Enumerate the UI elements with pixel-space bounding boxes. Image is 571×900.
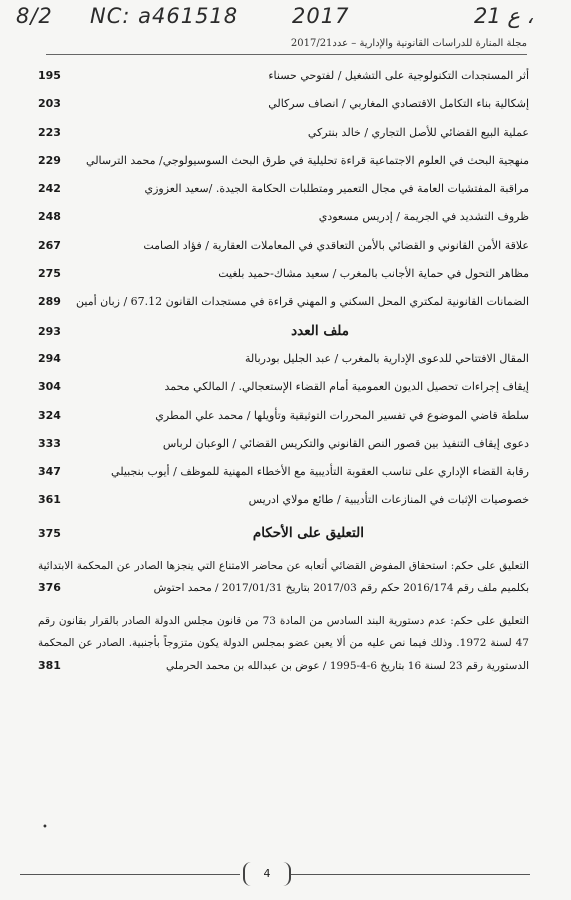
section-page: 375 <box>38 526 61 540</box>
toc-page: 203 <box>38 97 61 111</box>
toc-title: المقال الافتتاحي للدعوى الإدارية بالمغرب / عبد الجليل بودربالة <box>244 351 529 365</box>
toc-title: خصوصيات الإثبات في المنازعات التأديبية / طائع مولاي ادريس <box>248 493 529 507</box>
section-heading <box>38 317 529 345</box>
toc-row <box>38 486 529 514</box>
paragraph-text: التعليق على حكم: عدم دستورية البند السادس من المادة 73 من قانون مجلس الدولة الصادر بالقرار بقانون رقم 47 لسنة 1972. وذلك فيما نص عليه من ألا يعين عضو بمجلس الدولة يكون متزوجاً بأجنبية. الصادر عن المحكمة الدستورية رقم 23 لسنة 16 بتاريخ 6-4-1995 / عوض بن عبدالله بن محمد الحرملي <box>38 614 529 672</box>
toc-page: 242 <box>38 182 61 196</box>
section-heading <box>38 515 529 551</box>
toc-page: 324 <box>38 408 61 422</box>
toc-title: إشكالية بناء التكامل الاقتصادي المغاربي / انصاف سركالي <box>268 97 529 111</box>
toc-page: 195 <box>38 69 61 82</box>
toc-row <box>38 119 529 147</box>
toc-title: ظروف التشديد في الجريمة / إدريس مسعودي <box>318 210 529 224</box>
toc-page: 333 <box>38 436 61 450</box>
handwritten-note-right: 21 ع ، <box>474 4 534 28</box>
toc-page: 223 <box>38 125 61 139</box>
commentary-paragraph <box>38 555 529 600</box>
handwritten-year: 2017 <box>292 4 350 28</box>
toc-row <box>38 373 529 401</box>
toc-row <box>38 90 529 118</box>
toc-page: 289 <box>38 295 61 309</box>
stray-mark: • <box>42 822 48 833</box>
toc-page: 347 <box>38 465 61 479</box>
table-of-contents <box>38 62 529 677</box>
section-title: التعليق على الأحكام <box>252 524 364 541</box>
toc-page: 267 <box>38 238 61 252</box>
handwritten-note-left: 8/2 <box>16 4 53 28</box>
toc-page: 294 <box>38 351 61 365</box>
toc-title: دعوى إيقاف التنفيذ بين قصور النص القانوني والتكريس القضائي / الوعبان لرباس <box>162 436 529 450</box>
toc-row <box>38 62 529 90</box>
toc-row <box>38 458 529 486</box>
paragraph-page: 381 <box>38 658 61 672</box>
toc-row <box>38 147 529 175</box>
paragraph-text: التعليق على حكم: استحقاق المفوض القضائي أتعابه عن محاضر الامتناع التي ينجزها الصادر عن المحكمة الابتدائية بكلميم ملف رقم 2016/174 حكم رقم 2017/03 بتاريخ 2017/01/31 / محمد احتوش <box>38 559 529 595</box>
toc-page: 229 <box>38 153 61 167</box>
paragraph-page: 376 <box>38 581 61 595</box>
toc-title: عملية البيع القضائي للأصل التجاري / خالد بنتركي <box>307 125 529 139</box>
toc-page: 361 <box>38 493 61 507</box>
toc-row <box>38 232 529 260</box>
footer-divider-left <box>20 874 240 875</box>
handwritten-code: NC: a461518 <box>90 4 239 28</box>
page-number: 4 <box>243 862 291 886</box>
toc-title: إيقاف إجراءات تحصيل الديون العمومية أمام القضاء الإستعجالي. / المالكي محمد <box>164 380 529 394</box>
journal-header: مجلة المنارة للدراسات القانونية والإدارية – عدد2017/21 <box>290 38 527 49</box>
toc-title: منهجية البحث في العلوم الاجتماعية قراءة تحليلية في طرق البحث السوسيولوجي/ محمد الترسالي <box>86 153 529 167</box>
toc-title: مظاهر التحول في حماية الأجانب بالمغرب / سعيد مشاك-حميد بلغيت <box>218 267 529 281</box>
toc-title: مراقبة المفتشيات العامة في مجال التعمير ومتطلبات الحكامة الجيدة. /سعيد العزوزي <box>144 182 529 196</box>
footer-divider-right <box>290 874 530 875</box>
toc-row <box>38 402 529 430</box>
toc-page: 275 <box>38 267 61 281</box>
toc-page: 248 <box>38 210 61 224</box>
toc-row <box>38 345 529 373</box>
commentary-paragraph <box>38 610 529 678</box>
toc-title: رقابة القضاء الإداري على تناسب العقوبة التأديبية مع الأخطاء المهنية للموظف / أيوب بنجبيلي <box>111 465 529 479</box>
section-title: ملف العدد <box>291 322 349 339</box>
header-divider <box>46 54 527 55</box>
toc-row <box>38 175 529 203</box>
section-page: 293 <box>38 324 61 338</box>
toc-title: الضمانات القانونية لمكتري المحل السكني و المهني قراءة في مستجدات القانون 67.12 / زبان أمين <box>76 295 529 309</box>
toc-row <box>38 430 529 458</box>
toc-page: 304 <box>38 380 61 394</box>
toc-row <box>38 260 529 288</box>
toc-title: أثر المستجدات التكنولوجية على التشغيل / لفتوحي حسناء <box>268 69 529 82</box>
toc-title: سلطة قاضي الموضوع في تفسير المحررات التوثيقية وتأويلها / محمد علي المطري <box>155 408 529 422</box>
toc-row <box>38 288 529 316</box>
toc-title: علاقة الأمن القانوني و القضائي بالأمن التعاقدي في المعاملات العقارية / فؤاد الصامت <box>143 238 529 252</box>
toc-row <box>38 203 529 231</box>
